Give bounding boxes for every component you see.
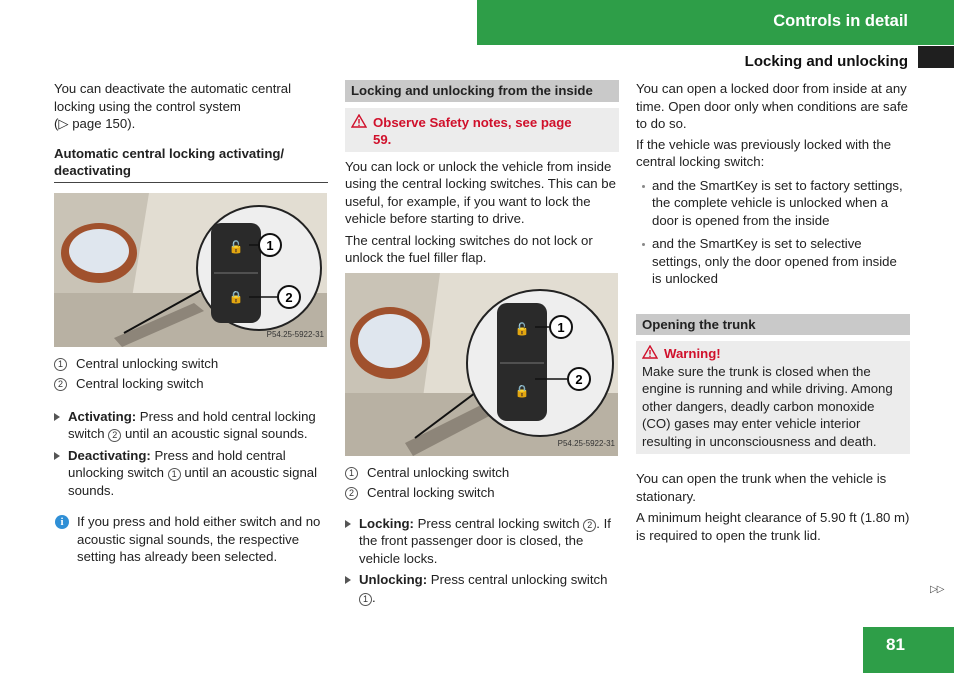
step-locking: Locking: Press central locking switch 2 . If the front passenger door is closed, the vehicle locks. (345, 515, 619, 568)
image-code: P54.25-5922-31 (557, 439, 615, 448)
switch-illustration (345, 273, 619, 456)
step-arrow-icon (345, 576, 351, 584)
legend-item: 1 Central unlocking switch (345, 464, 619, 482)
step-arrow-icon (54, 452, 60, 460)
info-note: i If you press and hold either switch and no acoustic signal sounds, the respective setting has already been selected. (54, 513, 328, 566)
callout-2: 2 (285, 289, 293, 305)
page-number: 81 (886, 635, 905, 654)
page-reference[interactable]: (▷ page 150). (54, 116, 136, 131)
subheading: Automatic central locking activating/ deactivating (54, 145, 328, 183)
svg-text:🔒: 🔒 (228, 289, 244, 304)
door-switch-image (54, 193, 327, 347)
step-arrow-icon (345, 520, 351, 528)
column-3 (636, 80, 910, 548)
paragraph: A minimum height clearance of 5.90 ft (1.80 m) is required to open the trunk lid. (636, 510, 910, 543)
continue-arrow-icon: ▷▷ (930, 584, 944, 595)
warning-triangle-icon (351, 114, 367, 128)
chapter-title: Controls in detail (773, 12, 908, 30)
legend-item: 2 Central locking switch (345, 484, 619, 502)
paragraph: The central locking switches do not lock or unlock the fuel filler flap. (345, 232, 593, 265)
door-switch-image (345, 273, 618, 456)
svg-text:🔓: 🔓 (228, 239, 244, 254)
step-deactivating: Deactivating: Press and hold central unlocking switch 1 until an acoustic signal sounds. (54, 447, 328, 500)
step-arrow-icon (54, 413, 60, 421)
section-title: Locking and unlocking (744, 53, 908, 70)
image-code: P54.25-5922-31 (266, 330, 324, 339)
warning-triangle-icon (642, 345, 658, 359)
header-bar (477, 0, 954, 45)
section-heading: Opening the trunk (636, 314, 910, 336)
section-heading: Locking and unlocking from the inside (345, 80, 619, 102)
column-2 (345, 80, 619, 610)
step-unlocking: Unlocking: Press central unlocking switch 1 . (345, 571, 619, 606)
legend-item: 1 Central unlocking switch (54, 355, 328, 373)
paragraph: You can lock or unlock the vehicle from inside using the central locking switches. This can be useful, for example, if you want to lock the vehicle before starting to drive. (345, 158, 616, 226)
paragraph: You can open a locked door from inside at any time. Open door only when conditions are safe to do so. (636, 81, 908, 131)
info-icon: i (55, 515, 69, 529)
safety-link[interactable]: Observe Safety notes, see page 59. (373, 114, 572, 147)
switch-illustration (54, 193, 328, 347)
safety-notice (345, 108, 619, 152)
callout-1: 1 (266, 237, 274, 253)
warning-text: Make sure the trunk is closed when the engine is running and while driving. Among other dangers, deadly carbon monoxide (CO) gases may enter vehicle interior resulting in unconsciousness and death. (642, 363, 893, 449)
callout-2: 2 (575, 371, 583, 387)
list-item: and the SmartKey is set to factory settings, the complete vehicle is unlocked when a door is opened from the inside (636, 177, 910, 230)
list-item: and the SmartKey is set to selective settings, only the door opened from inside is unlocked (636, 235, 910, 288)
paragraph: You can open the trunk when the vehicle is stationary. (636, 471, 887, 504)
step-activating: Activating: Press and hold central locking switch 2 until an acoustic signal sounds. (54, 408, 328, 443)
column-1 (54, 80, 328, 566)
paragraph: If the vehicle was previously locked with the central locking switch: (636, 136, 892, 169)
intro-text: You can deactivate the automatic central locking using the control system (▷ page 150). (54, 81, 292, 131)
page-number-box (863, 627, 954, 673)
svg-text:🔒: 🔒 (514, 383, 530, 398)
legend-item: 2 Central locking switch (54, 375, 328, 393)
callout-1: 1 (557, 319, 565, 335)
svg-text:🔓: 🔓 (514, 321, 530, 336)
warning-box (636, 341, 910, 454)
warning-title: Warning! (664, 346, 721, 361)
section-tab-marker (918, 46, 954, 68)
